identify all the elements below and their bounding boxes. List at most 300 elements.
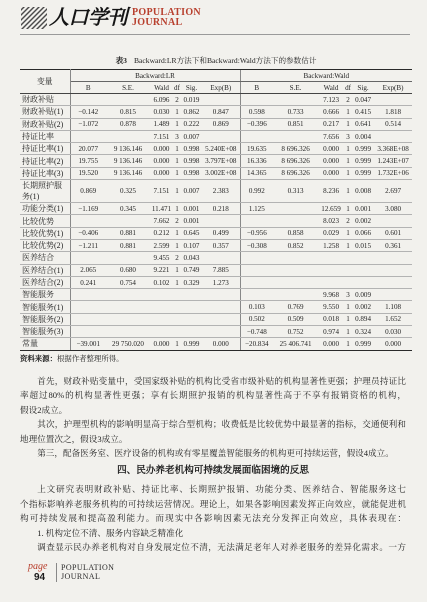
row-variable-label: 智能服务(1): [20, 301, 70, 313]
wald-expb-cell: 3.368E+08: [374, 143, 412, 155]
source-note-label: 资料来源：: [20, 354, 57, 363]
lr-b-cell: 0.869: [70, 180, 106, 203]
wald-sig-cell: 0.999: [352, 167, 374, 179]
wald-df-cell: 1: [344, 143, 352, 155]
row-variable-label: 智能服务(3): [20, 326, 70, 338]
lr-b-cell: 19.520: [70, 167, 106, 179]
lr-sig-cell: [181, 326, 202, 338]
wald-b-cell: −0.748: [240, 326, 273, 338]
lr-b-cell: −1.072: [70, 118, 106, 130]
column-header: S.E.: [273, 82, 318, 94]
wald-wald-cell: 8.236: [318, 180, 344, 203]
paragraph-line: 率超过80%的机构显著性更强；享有长期照护报销的机构显著性高于不享有报销资格的机构，: [20, 390, 406, 401]
column-header: df: [174, 83, 180, 92]
table-row: [20, 264, 412, 276]
lr-wald-cell: [150, 313, 173, 325]
column-header: Sig.: [352, 82, 374, 94]
wald-expb-cell: [374, 252, 412, 264]
column-header: B: [70, 82, 106, 94]
table-caption: [20, 56, 412, 66]
lr-se-cell: [106, 94, 150, 106]
lr-df-cell: 2: [173, 94, 181, 106]
lr-sig-cell: 0.862: [181, 106, 202, 118]
wald-b-cell: 0.103: [240, 301, 273, 313]
table-row: [20, 180, 412, 203]
lr-b-cell: −0.406: [70, 227, 106, 239]
wald-sig-cell: 0.999: [352, 143, 374, 155]
lr-wald-cell: 0.000: [150, 143, 173, 155]
wald-df-cell: 1: [344, 239, 352, 251]
lr-se-cell: 0.325: [106, 180, 150, 203]
wald-expb-cell: 1.818: [374, 106, 412, 118]
wald-sig-cell: [352, 252, 374, 264]
wald-df-cell: 1: [344, 167, 352, 179]
wald-df-cell: 1: [344, 338, 352, 350]
row-variable-label: 持证比率: [20, 130, 70, 142]
wald-expb-cell: [374, 264, 412, 276]
wald-b-cell: [240, 130, 273, 142]
section-heading: 四、民办养老机构可持续发展面临困境的反思: [117, 465, 309, 477]
paragraph-line: 假设2成立。: [20, 404, 68, 415]
lr-se-cell: 9 136.146: [106, 167, 150, 179]
paragraph-line: 其次，护理型机构的影响明显高于综合型机构；收费低是比较优势中最显著的指标，交通便利和: [37, 419, 406, 430]
lr-se-cell: [106, 130, 150, 142]
lr-b-cell: [70, 313, 106, 325]
lr-b-cell: 2.065: [70, 264, 106, 276]
lr-expb-cell: 2.383: [202, 180, 240, 203]
wald-b-cell: [240, 94, 273, 106]
wald-sig-cell: 0.001: [352, 203, 374, 215]
footer-journal-name-line1: POPULATION: [61, 563, 115, 572]
lr-expb-cell: 0.499: [202, 227, 240, 239]
lr-se-cell: 0.345: [106, 203, 150, 215]
wald-expb-cell: 2.697: [374, 180, 412, 203]
wald-b-cell: 16.336: [240, 155, 273, 167]
wald-wald-cell: 7.123: [318, 94, 344, 106]
journal-title-cn: 人口学刊: [49, 5, 127, 29]
row-variable-label: 长期照护服务(1): [20, 180, 70, 203]
lr-df-cell: [173, 326, 181, 338]
wald-b-cell: 19.635: [240, 143, 273, 155]
lr-expb-cell: 5.240E+08: [202, 143, 240, 155]
row-variable-label: 功能分类(1): [20, 203, 70, 215]
wald-se-cell: 0.752: [273, 326, 318, 338]
wald-expb-cell: 1.243E+07: [374, 155, 412, 167]
row-variable-label: 医养结合: [20, 252, 70, 264]
lr-wald-cell: 0.030: [150, 106, 173, 118]
wald-sig-cell: [352, 264, 374, 276]
lr-se-cell: 0.680: [106, 264, 150, 276]
source-note-text: 根据作者整理所得。: [56, 354, 124, 363]
wald-wald-cell: [318, 252, 344, 264]
lr-sig-cell: 0.019: [181, 94, 202, 106]
wald-wald-cell: 8.023: [318, 215, 344, 227]
wald-se-cell: [273, 264, 318, 276]
row-variable-label: 财政补贴(2): [20, 118, 70, 130]
lr-df-cell: 1: [173, 338, 181, 350]
wald-df-cell: 2: [344, 215, 352, 227]
wald-df-cell: [344, 252, 352, 264]
wald-df-cell: 1: [344, 301, 352, 313]
lr-expb-cell: [202, 94, 240, 106]
column-header: Wald: [150, 82, 173, 94]
results-table: [20, 69, 412, 351]
wald-se-cell: 0.851: [273, 118, 318, 130]
wald-sig-cell: 0.009: [352, 289, 374, 301]
lr-sig-cell: 0.998: [181, 155, 202, 167]
lr-df-cell: [173, 313, 181, 325]
article-body: [20, 374, 406, 554]
lr-expb-cell: [202, 252, 240, 264]
lr-se-cell: 29 750.020: [106, 338, 150, 350]
column-header: Exp(B): [202, 82, 240, 94]
lr-expb-cell: [202, 326, 240, 338]
column-header: Sig.: [181, 82, 202, 94]
lr-sig-cell: 0.007: [181, 180, 202, 203]
paragraph-line: 地理位置次之，假设3成立。: [20, 433, 128, 444]
lr-wald-cell: 0.000: [150, 167, 173, 179]
lr-expb-cell: [202, 301, 240, 313]
lr-wald-cell: 0.212: [150, 227, 173, 239]
lr-expb-cell: 0.847: [202, 106, 240, 118]
lr-expb-cell: 1.273: [202, 276, 240, 288]
lr-sig-cell: 0.043: [181, 252, 202, 264]
wald-se-cell: [273, 203, 318, 215]
lr-se-cell: 0.881: [106, 239, 150, 251]
wald-se-cell: 8 696.326: [273, 155, 318, 167]
lr-wald-cell: [150, 289, 173, 301]
wald-se-cell: 0.769: [273, 301, 318, 313]
lr-df-cell: 1: [173, 118, 181, 130]
table-row: [20, 203, 412, 215]
lr-se-cell: [106, 252, 150, 264]
lr-b-cell: 0.241: [70, 276, 106, 288]
wald-b-cell: 1.125: [240, 203, 273, 215]
wald-expb-cell: [374, 215, 412, 227]
lr-expb-cell: [202, 215, 240, 227]
footer-divider: [56, 563, 57, 582]
wald-sig-cell: 0.324: [352, 326, 374, 338]
wald-b-cell: −20.834: [240, 338, 273, 350]
wald-expb-cell: [374, 289, 412, 301]
lr-wald-cell: 6.096: [150, 94, 173, 106]
wald-sig-cell: 0.641: [352, 118, 374, 130]
lr-b-cell: 19.755: [70, 155, 106, 167]
lr-df-cell: 3: [173, 130, 181, 142]
wald-sig-cell: 0.002: [352, 215, 374, 227]
row-variable-label: 医养结合(2): [20, 276, 70, 288]
table-row: [20, 326, 412, 338]
wald-wald-cell: 9.550: [318, 301, 344, 313]
wald-df-cell: [344, 264, 352, 276]
lr-df-cell: 2: [173, 215, 181, 227]
lr-expb-cell: 0.218: [202, 203, 240, 215]
column-header: B: [240, 82, 273, 94]
lr-b-cell: [70, 215, 106, 227]
paragraph-line: 个指标影响养老服务机构的可持续运营情况。理论上，如果各影响因素发挥正向效应，就能促进机: [20, 498, 406, 509]
table-row: [20, 338, 412, 350]
wald-b-cell: −0.396: [240, 118, 273, 130]
table-row: [20, 106, 412, 118]
wald-sig-cell: [352, 276, 374, 288]
lr-se-cell: [106, 301, 150, 313]
wald-df-cell: 1: [344, 326, 352, 338]
source-note: [20, 354, 124, 364]
lr-wald-cell: 0.000: [150, 155, 173, 167]
lr-df-cell: 1: [173, 264, 181, 276]
wald-se-cell: [273, 130, 318, 142]
row-variable-label: 财政补贴(1): [20, 106, 70, 118]
wald-df-cell: 3: [344, 289, 352, 301]
wald-expb-cell: 0.030: [374, 326, 412, 338]
lr-sig-cell: 0.998: [181, 167, 202, 179]
lr-df-cell: 1: [173, 276, 181, 288]
table-caption-text: Backward:LR方法下和Backward:Wald方法下的参数估计: [133, 56, 317, 65]
column-header: S.E.: [106, 82, 150, 94]
wald-sig-cell: 0.008: [352, 180, 374, 203]
lr-sig-cell: 0.007: [181, 130, 202, 142]
row-variable-label: 持证比率(1): [20, 143, 70, 155]
header-rule: [20, 34, 410, 35]
lr-df-cell: 1: [173, 239, 181, 251]
lr-wald-cell: [150, 326, 173, 338]
wald-df-cell: [344, 276, 352, 288]
wald-wald-cell: 0.974: [318, 326, 344, 338]
table-row: [20, 276, 412, 288]
lr-sig-cell: 0.107: [181, 239, 202, 251]
wald-se-cell: 0.858: [273, 227, 318, 239]
column-header: df: [345, 83, 351, 92]
wald-sig-cell: 0.004: [352, 130, 374, 142]
row-variable-label: 持证比率(2): [20, 155, 70, 167]
lr-df-cell: 1: [173, 106, 181, 118]
paragraph-line: 构可持续发展和提高盈利能力。而现实中各影响因素无法充分发挥正向效应，具体表现在：: [20, 513, 406, 524]
lr-wald-cell: 9.455: [150, 252, 173, 264]
lr-expb-cell: 3.797E+08: [202, 155, 240, 167]
subsection-heading: 1. 机构定位不清、服务内容缺乏精准化: [37, 527, 184, 538]
variable-header: 变量: [20, 70, 70, 94]
wald-b-cell: 0.598: [240, 106, 273, 118]
lr-expb-cell: [202, 289, 240, 301]
lr-b-cell: [70, 94, 106, 106]
wald-sig-cell: 0.999: [352, 338, 374, 350]
wald-se-cell: 0.509: [273, 313, 318, 325]
table-row: [20, 239, 412, 251]
lr-b-cell: [70, 301, 106, 313]
wald-expb-cell: 3.080: [374, 203, 412, 215]
lr-b-cell: 20.077: [70, 143, 106, 155]
lr-expb-cell: 0.869: [202, 118, 240, 130]
wald-se-cell: [273, 289, 318, 301]
lr-sig-cell: 0.001: [181, 215, 202, 227]
wald-wald-cell: [318, 276, 344, 288]
row-variable-label: 财政补贴: [20, 94, 70, 106]
wald-b-cell: −0.308: [240, 239, 273, 251]
lr-b-cell: −39.001: [70, 338, 106, 350]
lr-df-cell: 1: [173, 227, 181, 239]
wald-b-cell: [240, 215, 273, 227]
lr-wald-cell: [150, 301, 173, 313]
wald-wald-cell: 12.659: [318, 203, 344, 215]
lr-se-cell: 0.881: [106, 227, 150, 239]
wald-wald-cell: 1.258: [318, 239, 344, 251]
lr-sig-cell: 0.222: [181, 118, 202, 130]
journal-title-en-line1: POPULATION: [132, 7, 201, 18]
wald-df-cell: 1: [344, 203, 352, 215]
lr-wald-cell: 7.151: [150, 180, 173, 203]
wald-se-cell: [273, 276, 318, 288]
lr-wald-cell: 7.151: [150, 130, 173, 142]
table-row: [20, 215, 412, 227]
lr-df-cell: 1: [173, 155, 181, 167]
wald-se-cell: [273, 94, 318, 106]
wald-expb-cell: 1.652: [374, 313, 412, 325]
wald-df-cell: 1: [344, 106, 352, 118]
wald-wald-cell: 9.968: [318, 289, 344, 301]
wald-wald-cell: [318, 264, 344, 276]
lr-df-cell: [173, 301, 181, 313]
wald-se-cell: 25 406.741: [273, 338, 318, 350]
wald-expb-cell: 0.601: [374, 227, 412, 239]
wald-df-cell: 1: [344, 155, 352, 167]
lr-df-cell: [173, 289, 181, 301]
wald-df-cell: 1: [344, 118, 352, 130]
paragraph-line: 首先，财政补贴变量中，受国家级补贴的机构比受省市级补贴的机构显著性更强；护理员持证比: [37, 376, 406, 386]
wald-wald-cell: 0.029: [318, 227, 344, 239]
wald-expb-cell: 1.732E+06: [374, 167, 412, 179]
journal-title-en-line2: JOURNAL: [132, 17, 183, 28]
lr-expb-cell: [202, 313, 240, 325]
lr-expb-cell: [202, 130, 240, 142]
group-header-wald: Backward:Wald: [240, 70, 412, 82]
results-table-body: [20, 94, 412, 351]
wald-b-cell: [240, 252, 273, 264]
wald-df-cell: 2: [344, 94, 352, 106]
journal-logo-icon: [20, 5, 48, 31]
lr-sig-cell: 0.998: [181, 143, 202, 155]
lr-sig-cell: [181, 313, 202, 325]
table-row: [20, 289, 412, 301]
lr-se-cell: [106, 313, 150, 325]
row-variable-label: 智能服务(2): [20, 313, 70, 325]
lr-expb-cell: 0.000: [202, 338, 240, 350]
wald-se-cell: 0.733: [273, 106, 318, 118]
table-row: [20, 252, 412, 264]
table-row: [20, 118, 412, 130]
lr-se-cell: 9 136.146: [106, 155, 150, 167]
table-row: [20, 227, 412, 239]
wald-sig-cell: 0.894: [352, 313, 374, 325]
wald-df-cell: 3: [344, 130, 352, 142]
lr-df-cell: 1: [173, 167, 181, 179]
page-number: 94: [34, 572, 46, 583]
wald-expb-cell: 0.361: [374, 239, 412, 251]
wald-b-cell: 0.992: [240, 180, 273, 203]
wald-expb-cell: [374, 276, 412, 288]
table-row: [20, 313, 412, 325]
wald-df-cell: 1: [344, 227, 352, 239]
wald-se-cell: [273, 252, 318, 264]
table-row: [20, 94, 412, 106]
wald-b-cell: [240, 276, 273, 288]
wald-expb-cell: [374, 94, 412, 106]
lr-se-cell: [106, 289, 150, 301]
lr-df-cell: 1: [173, 143, 181, 155]
wald-b-cell: [240, 264, 273, 276]
lr-se-cell: 0.878: [106, 118, 150, 130]
wald-b-cell: 0.502: [240, 313, 273, 325]
wald-se-cell: [273, 215, 318, 227]
wald-se-cell: 0.313: [273, 180, 318, 203]
wald-wald-cell: 0.000: [318, 338, 344, 350]
paragraph-line: 调查显示民办养老机构对自身发展定位不清，无法满足老年人对养老服务的差异化需求。一方: [37, 541, 406, 552]
lr-df-cell: 2: [173, 252, 181, 264]
wald-b-cell: [240, 289, 273, 301]
lr-expb-cell: 7.885: [202, 264, 240, 276]
row-variable-label: 比较优势(2): [20, 239, 70, 251]
wald-wald-cell: 7.656: [318, 130, 344, 142]
lr-se-cell: 9 136.146: [106, 143, 150, 155]
lr-wald-cell: 2.599: [150, 239, 173, 251]
wald-sig-cell: 0.415: [352, 106, 374, 118]
wald-df-cell: 1: [344, 180, 352, 203]
wald-sig-cell: 0.002: [352, 301, 374, 313]
column-header: Exp(B): [374, 82, 412, 94]
lr-b-cell: [70, 130, 106, 142]
wald-b-cell: 14.365: [240, 167, 273, 179]
lr-se-cell: 0.754: [106, 276, 150, 288]
wald-expb-cell: 0.000: [374, 338, 412, 350]
wald-wald-cell: 0.018: [318, 313, 344, 325]
table-row: [20, 167, 412, 179]
wald-b-cell: −0.956: [240, 227, 273, 239]
lr-df-cell: 1: [173, 180, 181, 203]
paragraph-line: 上文研究表明财政补贴、持证比率、长期照护报销、功能分类、医养结合、智能服务这七: [37, 484, 406, 495]
lr-wald-cell: 0.102: [150, 276, 173, 288]
lr-b-cell: −0.142: [70, 106, 106, 118]
wald-se-cell: 8 696.326: [273, 167, 318, 179]
page-label: page: [28, 561, 48, 572]
wald-sig-cell: 0.047: [352, 94, 374, 106]
lr-b-cell: −1.211: [70, 239, 106, 251]
lr-df-cell: 1: [173, 203, 181, 215]
wald-wald-cell: 0.000: [318, 143, 344, 155]
lr-expb-cell: 3.002E+08: [202, 167, 240, 179]
wald-sig-cell: 0.999: [352, 155, 374, 167]
table-row: [20, 155, 412, 167]
lr-wald-cell: 9.221: [150, 264, 173, 276]
wald-sig-cell: 0.015: [352, 239, 374, 251]
paragraph-line: 第三，配备医务室、医疗设备的机构或有零星覆盖智能服务的机构更可持续运营，假设4成立。: [37, 447, 394, 458]
lr-sig-cell: 0.645: [181, 227, 202, 239]
wald-wald-cell: 0.000: [318, 167, 344, 179]
lr-se-cell: 0.815: [106, 106, 150, 118]
wald-se-cell: 8 696.326: [273, 143, 318, 155]
wald-df-cell: 1: [344, 313, 352, 325]
lr-se-cell: [106, 215, 150, 227]
table-caption-label: 表3: [115, 56, 127, 65]
wald-sig-cell: 0.066: [352, 227, 374, 239]
lr-b-cell: [70, 252, 106, 264]
lr-wald-cell: 1.489: [150, 118, 173, 130]
table-row: [20, 301, 412, 313]
lr-wald-cell: 11.471: [150, 203, 173, 215]
column-header: Wald: [318, 82, 344, 94]
row-variable-label: 持证比率(3): [20, 167, 70, 179]
wald-wald-cell: 0.666: [318, 106, 344, 118]
wald-expb-cell: [374, 130, 412, 142]
lr-expb-cell: 0.357: [202, 239, 240, 251]
